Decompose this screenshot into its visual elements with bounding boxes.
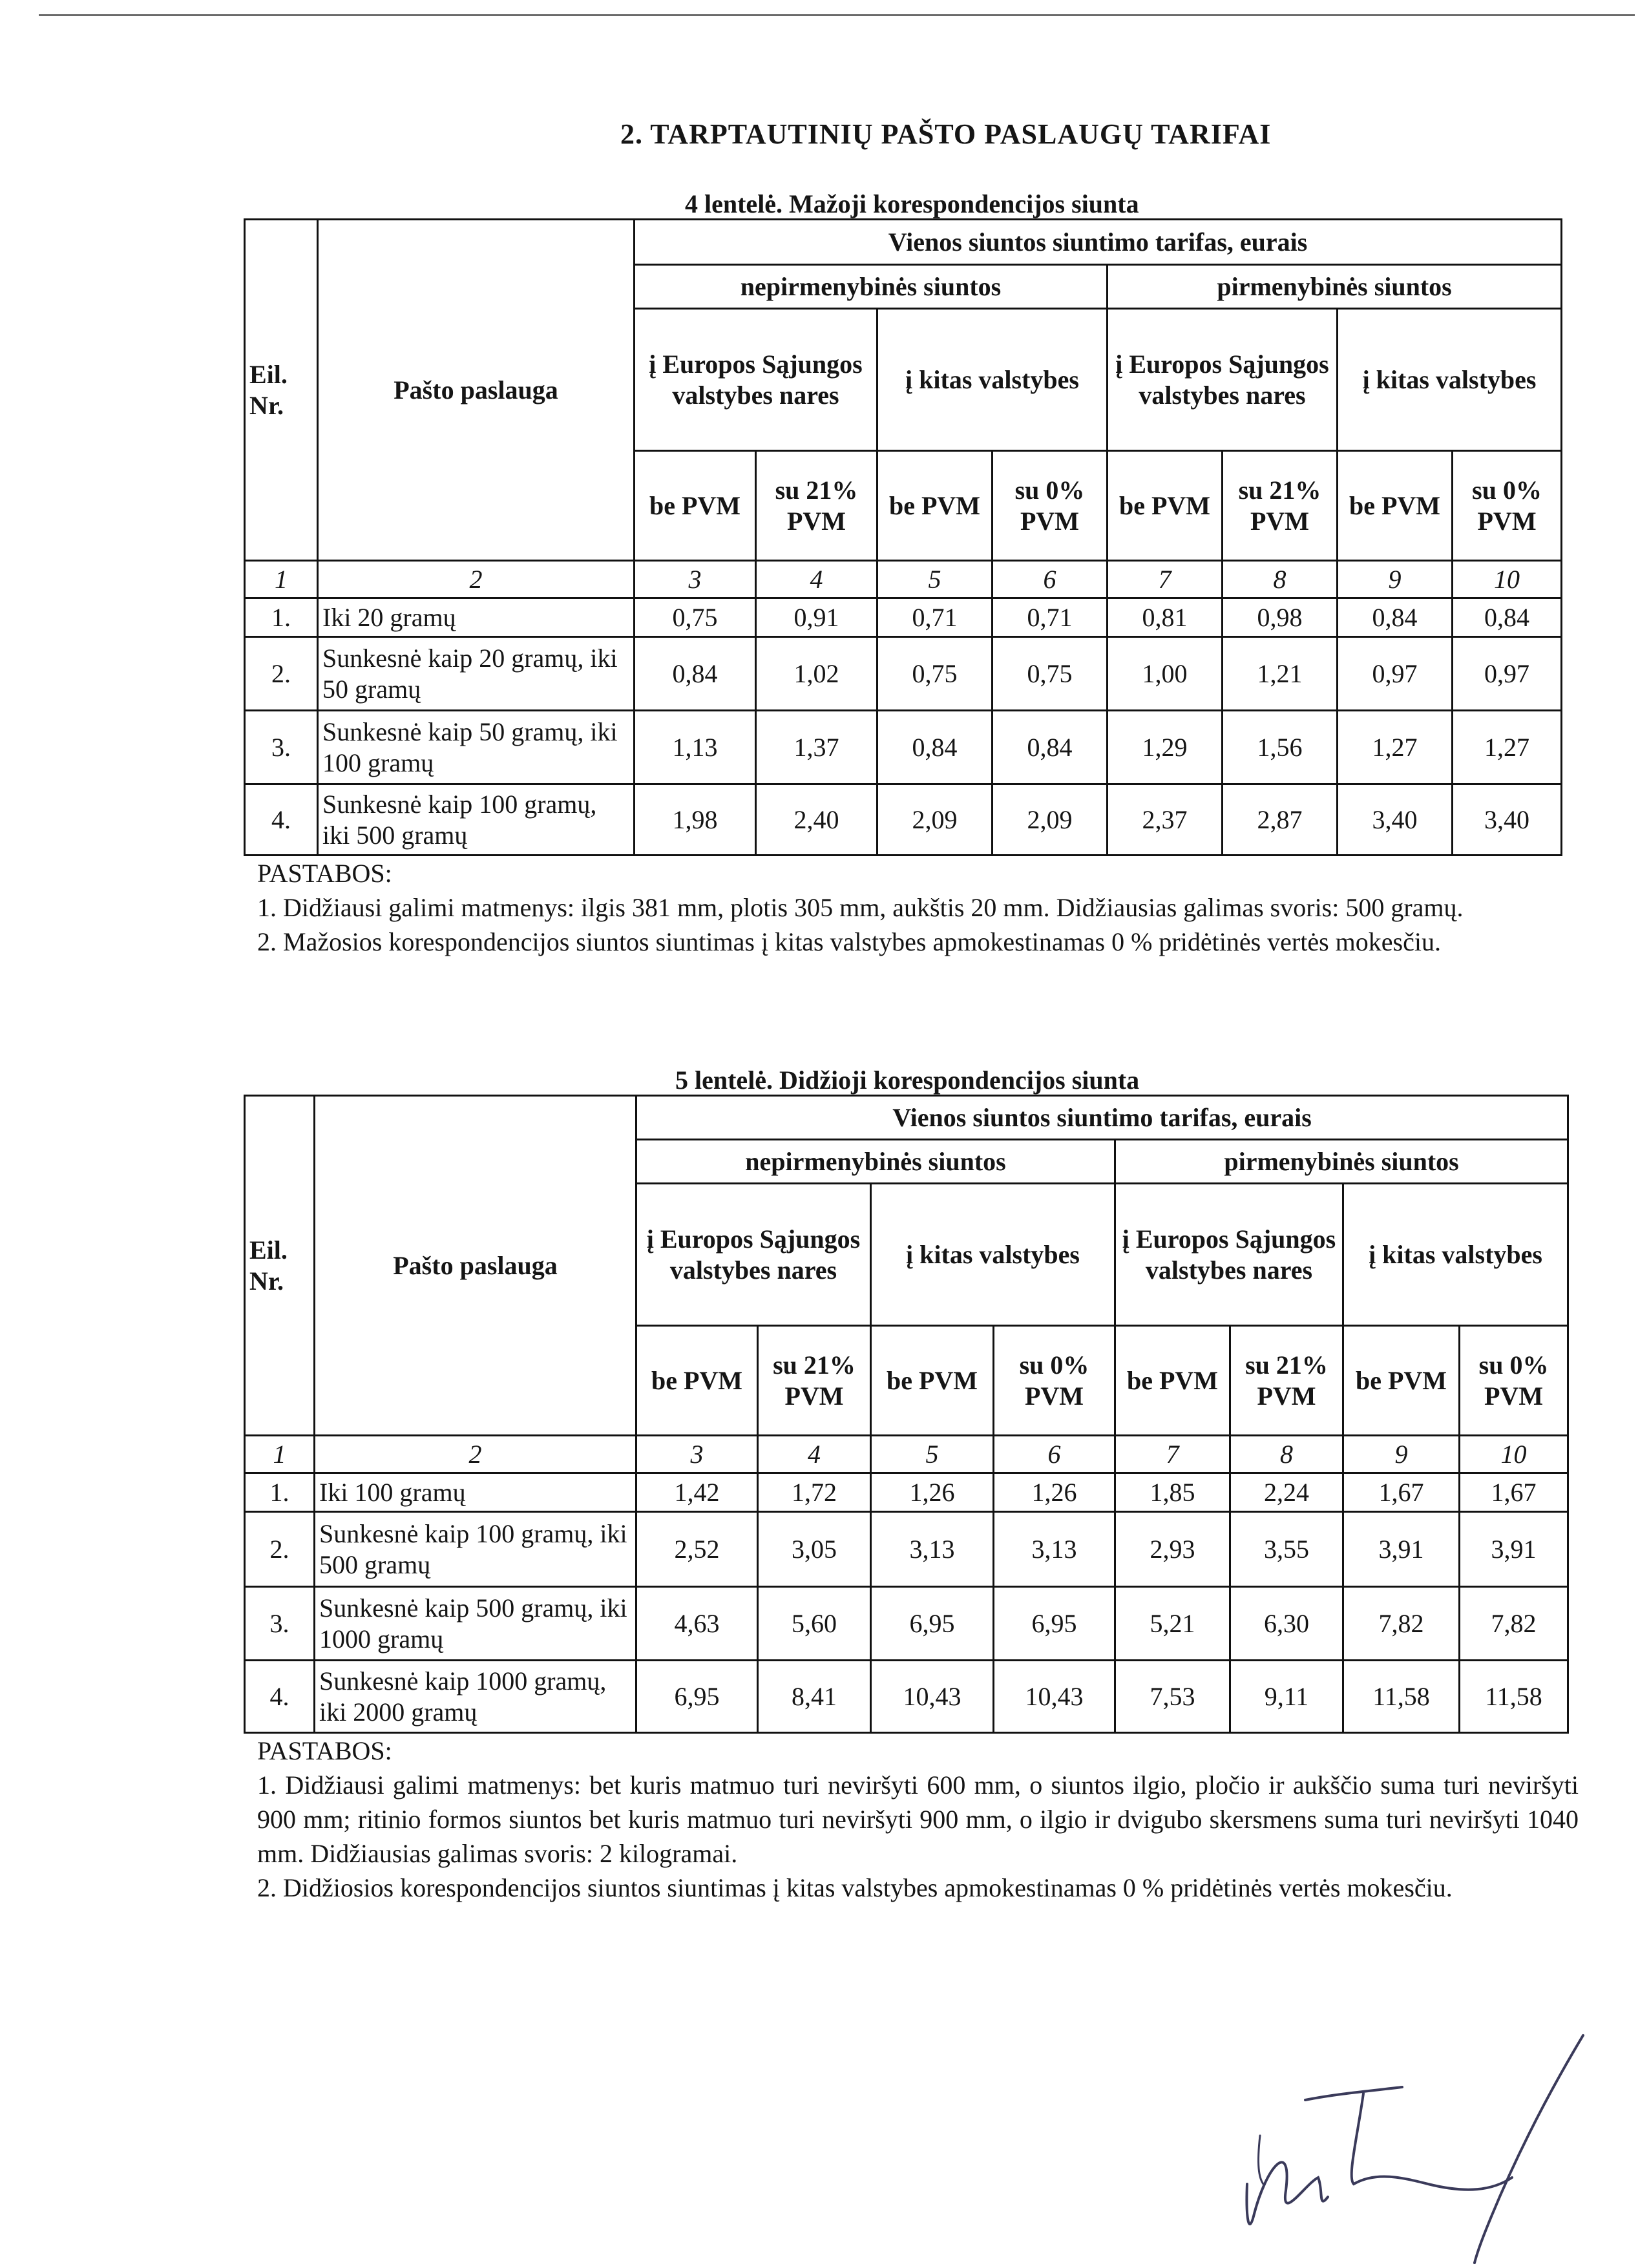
eil-nr-header: Eil. Nr.: [245, 220, 318, 561]
table-row: [245, 1587, 1568, 1661]
tariff-value: 3,91: [1343, 1512, 1460, 1587]
tariff-value: 2,52: [636, 1512, 758, 1587]
table1-notes: [257, 856, 1575, 959]
service-name: Sunkesnė kaip 50 gramų, iki 100 gramų: [318, 711, 635, 784]
column-number-row: [245, 561, 1562, 598]
tariff-value: 1,29: [1108, 711, 1223, 784]
col-number: 6: [993, 561, 1108, 598]
tariff-value: 0,97: [1453, 637, 1562, 711]
tariff-value: 0,84: [1453, 598, 1562, 637]
row-number: 3.: [245, 1587, 315, 1661]
service-name: Iki 100 gramų: [315, 1473, 636, 1512]
su21-pvm-header: su 21% PVM: [756, 451, 877, 561]
col-number: 9: [1338, 561, 1453, 598]
other-header: į kitas valstybes: [877, 309, 1108, 451]
tariff-value: 0,81: [1108, 598, 1223, 637]
col-number: 10: [1460, 1436, 1568, 1473]
col-number: 2: [318, 561, 635, 598]
col-number: 7: [1115, 1436, 1230, 1473]
tariff-value: 1,37: [756, 711, 877, 784]
tariff-value: 5,60: [758, 1587, 871, 1661]
service-name: Sunkesnė kaip 500 gramų, iki 1000 gramų: [315, 1587, 636, 1661]
tariff-value: 2,87: [1223, 784, 1338, 856]
tariff-value: 0,84: [993, 711, 1108, 784]
be-pvm-header: be PVM: [871, 1326, 994, 1436]
tariff-value: 0,71: [993, 598, 1108, 637]
tariff-value: 3,40: [1338, 784, 1453, 856]
col-number: 9: [1343, 1436, 1460, 1473]
be-pvm-header: be PVM: [877, 451, 993, 561]
table1: [244, 218, 1562, 856]
tariff-value: 4,63: [636, 1587, 758, 1661]
tariff-value: 5,21: [1115, 1587, 1230, 1661]
col-number: 4: [758, 1436, 871, 1473]
tariff-value: 7,82: [1460, 1587, 1568, 1661]
tariff-value: 2,93: [1115, 1512, 1230, 1587]
be-pvm-header: be PVM: [1115, 1326, 1230, 1436]
tariff-value: 1,27: [1338, 711, 1453, 784]
table-row: [245, 1512, 1568, 1587]
other-header: į kitas valstybes: [871, 1184, 1115, 1326]
tariff-header: Vienos siuntos siuntimo tarifas, eurais: [635, 220, 1562, 265]
tariff-value: 1,67: [1460, 1473, 1568, 1512]
tariff-value: 9,11: [1230, 1661, 1343, 1733]
tariff-value: 1,26: [994, 1473, 1115, 1512]
service-header: Pašto paslauga: [315, 1096, 636, 1436]
tariff-value: 1,27: [1453, 711, 1562, 784]
col-number: 5: [877, 561, 993, 598]
tariff-value: 6,95: [871, 1587, 994, 1661]
tariff-value: 2,09: [877, 784, 993, 856]
tariff-value: 0,71: [877, 598, 993, 637]
tariff-value: 2,40: [756, 784, 877, 856]
service-name: Sunkesnė kaip 20 gramų, iki 50 gramų: [318, 637, 635, 711]
tariff-value: 11,58: [1343, 1661, 1460, 1733]
row-number: 4.: [245, 784, 318, 856]
su0-pvm-header: su 0% PVM: [1460, 1326, 1568, 1436]
su0-pvm-header: su 0% PVM: [993, 451, 1108, 561]
tariff-value: 0,75: [877, 637, 993, 711]
tariff-value: 8,41: [758, 1661, 871, 1733]
su0-pvm-header: su 0% PVM: [994, 1326, 1115, 1436]
tariff-value: 3,55: [1230, 1512, 1343, 1587]
row-number: 3.: [245, 711, 318, 784]
other-priority-header: į kitas valstybes: [1343, 1184, 1568, 1326]
col-number: 3: [635, 561, 756, 598]
col-number: 1: [245, 561, 318, 598]
col-number: 5: [871, 1436, 994, 1473]
row-number: 1.: [245, 598, 318, 637]
col-number: 6: [994, 1436, 1115, 1473]
tariff-value: 11,58: [1460, 1661, 1568, 1733]
col-number: 3: [636, 1436, 758, 1473]
tariff-value: 1,21: [1223, 637, 1338, 711]
tariff-value: 1,85: [1115, 1473, 1230, 1512]
row-number: 1.: [245, 1473, 315, 1512]
table2: [244, 1095, 1569, 1734]
tariff-value: 2,09: [993, 784, 1108, 856]
col-number: 4: [756, 561, 877, 598]
table-row: [245, 1661, 1568, 1733]
tariff-value: 7,53: [1115, 1661, 1230, 1733]
table1-caption: 4 lentelė. Mažoji korespondencijos siunta: [685, 189, 1139, 218]
tariff-value: 3,40: [1453, 784, 1562, 856]
tariff-value: 7,82: [1343, 1587, 1460, 1661]
tariff-value: 3,91: [1460, 1512, 1568, 1587]
tariff-value: 3,05: [758, 1512, 871, 1587]
row-number: 2.: [245, 1512, 315, 1587]
eil-nr-header: Eil. Nr.: [245, 1096, 315, 1436]
tariff-value: 10,43: [994, 1661, 1115, 1733]
notes-title: PASTABOS:: [257, 1736, 392, 1765]
row-number: 2.: [245, 637, 318, 711]
col-number: 8: [1230, 1436, 1343, 1473]
eu-header: į Europos Sąjungos valstybes nares: [636, 1184, 871, 1326]
tariff-value: 6,30: [1230, 1587, 1343, 1661]
be-pvm-header: be PVM: [635, 451, 756, 561]
tariff-value: 2,37: [1108, 784, 1223, 856]
tariff-value: 1,26: [871, 1473, 994, 1512]
col-number: 2: [315, 1436, 636, 1473]
table-row: [245, 598, 1562, 637]
su21-pvm-header: su 21% PVM: [1230, 1326, 1343, 1436]
row-number: 4.: [245, 1661, 315, 1733]
tariff-value: 1,67: [1343, 1473, 1460, 1512]
col-number: 1: [245, 1436, 315, 1473]
su0-pvm-header: su 0% PVM: [1453, 451, 1562, 561]
service-header: Pašto paslauga: [318, 220, 635, 561]
non-priority-header: nepirmenybinės siuntos: [635, 265, 1108, 309]
table2-caption: 5 lentelė. Didžioji korespondencijos siunta: [675, 1066, 1140, 1095]
be-pvm-header: be PVM: [1108, 451, 1223, 561]
eu-header: į Europos Sąjungos valstybes nares: [635, 309, 877, 451]
be-pvm-header: be PVM: [636, 1326, 758, 1436]
col-number: 7: [1108, 561, 1223, 598]
tariff-value: 10,43: [871, 1661, 994, 1733]
be-pvm-header: be PVM: [1343, 1326, 1460, 1436]
table2-notes: [257, 1734, 1579, 1905]
tariff-value: 0,91: [756, 598, 877, 637]
service-name: Sunkesnė kaip 100 gramų, iki 500 gramų: [315, 1512, 636, 1587]
tariff-value: 0,84: [877, 711, 993, 784]
col-number: 8: [1223, 561, 1338, 598]
su21-pvm-header: su 21% PVM: [1223, 451, 1338, 561]
table-row: [245, 784, 1562, 856]
other-priority-header: į kitas valstybes: [1338, 309, 1562, 451]
table-row: [245, 637, 1562, 711]
tariff-value: 0,75: [635, 598, 756, 637]
tariff-value: 0,97: [1338, 637, 1453, 711]
priority-header: pirmenybinės siuntos: [1115, 1140, 1568, 1184]
col-number: 10: [1453, 561, 1562, 598]
service-name: Sunkesnė kaip 1000 gramų, iki 2000 gramų: [315, 1661, 636, 1733]
table-row: [245, 711, 1562, 784]
tariff-value: 0,75: [993, 637, 1108, 711]
tariff-value: 3,13: [871, 1512, 994, 1587]
top-border-line: [39, 14, 1635, 16]
service-name: Iki 20 gramų: [318, 598, 635, 637]
note-item: 2. Mažosios korespondencijos siuntos siuntimas į kitas valstybes apmokestinamas 0 % pridėtinės vertės mokesčiu.: [257, 927, 1441, 956]
be-pvm-header: be PVM: [1338, 451, 1453, 561]
section-title: 2. TARPTAUTINIŲ PAŠTO PASLAUGŲ TARIFAI: [620, 118, 1272, 150]
note-item: 2. Didžiosios korespondencijos siuntos siuntimas į kitas valstybes apmokestinamas 0 % pridėtinės vertės mokesčiu.: [257, 1873, 1453, 1902]
tariff-value: 1,13: [635, 711, 756, 784]
su21-pvm-header: su 21% PVM: [758, 1326, 871, 1436]
eu-priority-header: į Europos Sąjungos valstybes nares: [1108, 309, 1338, 451]
note-item: 1. Didžiausi galimi matmenys: ilgis 381 mm, plotis 305 mm, aukštis 20 mm. Didžiausias galimas svoris: 500 gramų.: [257, 893, 1464, 922]
notes-title: PASTABOS:: [257, 859, 392, 888]
table-row: [245, 1473, 1568, 1512]
tariff-value: 0,84: [635, 637, 756, 711]
tariff-value: 1,42: [636, 1473, 758, 1512]
tariff-value: 3,13: [994, 1512, 1115, 1587]
tariff-value: 6,95: [636, 1661, 758, 1733]
tariff-value: 2,24: [1230, 1473, 1343, 1512]
eu-priority-header: į Europos Sąjungos valstybes nares: [1115, 1184, 1343, 1326]
signature-image: [1208, 2022, 1609, 2268]
non-priority-header: nepirmenybinės siuntos: [636, 1140, 1115, 1184]
tariff-value: 1,00: [1108, 637, 1223, 711]
note-item: 1. Didžiausi galimi matmenys: bet kuris matmuo turi neviršyti 600 mm, o siuntos ilgio, pločio ir aukščio suma turi neviršyti 900 mm; ritinio formos siuntos bet kuris matmuo turi neviršyti 900 mm, o ilgio ir dvigubo skersmens suma turi neviršyti 1040 mm. Didžiausias galimas svoris: 2 kilogramai.: [257, 1770, 1579, 1868]
tariff-value: 1,72: [758, 1473, 871, 1512]
tariff-value: 1,02: [756, 637, 877, 711]
tariff-value: 6,95: [994, 1587, 1115, 1661]
priority-header: pirmenybinės siuntos: [1108, 265, 1562, 309]
tariff-value: 0,98: [1223, 598, 1338, 637]
tariff-value: 1,98: [635, 784, 756, 856]
tariff-header: Vienos siuntos siuntimo tarifas, eurais: [636, 1096, 1568, 1140]
column-number-row: [245, 1436, 1568, 1473]
service-name: Sunkesnė kaip 100 gramų, iki 500 gramų: [318, 784, 635, 856]
tariff-value: 1,56: [1223, 711, 1338, 784]
tariff-value: 0,84: [1338, 598, 1453, 637]
